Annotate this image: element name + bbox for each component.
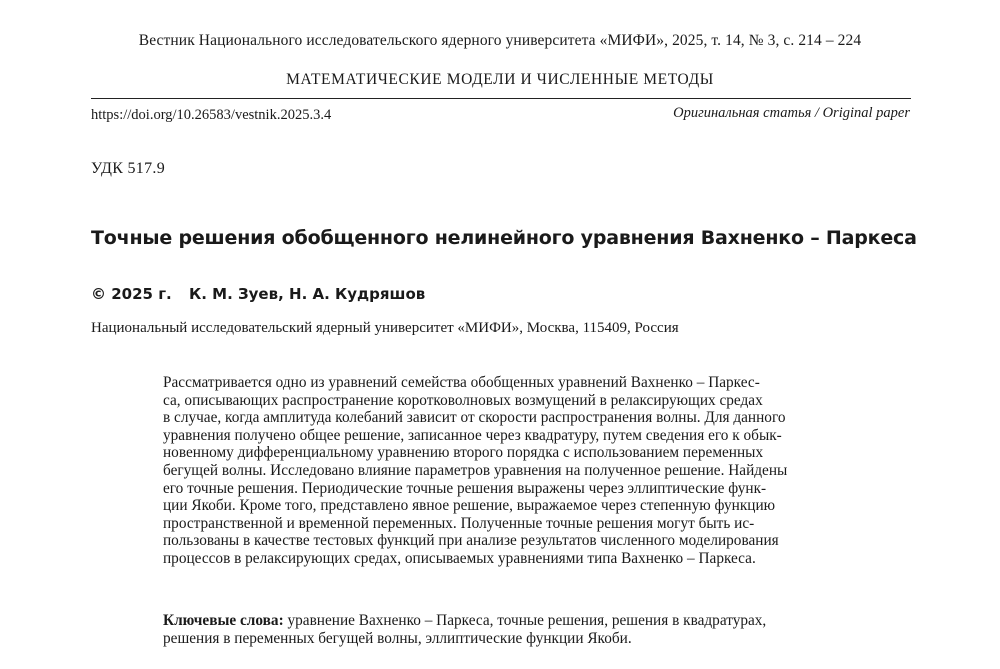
keywords-line-2: решения в переменных бегущей волны, эллиптические функции Якоби. xyxy=(163,629,632,647)
paper-type-label: Оригинальная статья / Original paper xyxy=(673,105,910,121)
copyright-year: © 2025 г. xyxy=(91,285,172,303)
keywords-block xyxy=(163,612,853,647)
affiliation: Национальный исследовательский ядерный университет «МИФИ», Москва, 115409, Россия xyxy=(91,320,679,336)
abstract-line: пространственной и временной переменных. Полученные точные решения могут быть ис- xyxy=(163,514,755,532)
keywords-line-1 xyxy=(163,612,853,630)
abstract-line: ции Якоби. Кроме того, представлено явное решение, выражаемое через степенную функцию xyxy=(163,497,776,515)
abstract-line: са, описывающих распространение коротковолновых возмущений в релаксирующих средах xyxy=(163,391,763,409)
abstract-line: новенному дифференциальному уравнению второго порядка с использованием переменных xyxy=(163,444,764,462)
abstract-line: процессов в релаксирующих средах, описываемых уравнениями типа Вахненко – Паркеса. xyxy=(163,549,756,567)
keywords-label: Ключевые слова: xyxy=(163,612,284,629)
abstract-line: Рассматривается одно из уравнений семейства обобщенных уравнений Вахненко – Паркес- xyxy=(163,374,760,391)
author-names: К. М. Зуев, Н. А. Кудряшов xyxy=(188,285,426,303)
abstract-line: пользованы в качестве тестовых функций при анализе результатов численного моделирования xyxy=(163,532,779,550)
authors-line xyxy=(91,285,425,303)
abstract-line: его точные решения. Периодические точные решения выражены через эллиптические функ- xyxy=(163,479,767,497)
article-title: Точные решения обобщенного нелинейного уравнения Вахненко – Паркеса xyxy=(91,227,917,249)
abstract-line: уравнения получено общее решение, записанное через квадратуру, путем сведения его к обык- xyxy=(163,426,782,444)
keywords-text-1: уравнение Вахненко – Паркеса, точные решения, решения в квадратурах, xyxy=(287,612,767,629)
udk-code: УДК 517.9 xyxy=(91,160,165,177)
journal-citation: Вестник Национального исследовательского ядерного университета «МИФИ», 2025, т. 14, № 3, с. 214 – 224 xyxy=(138,32,862,49)
abstract-line: бегущей волны. Исследовано влияние параметров уравнения на полученное решение. Найдены xyxy=(163,461,788,479)
journal-section: МАТЕМАТИЧЕСКИЕ МОДЕЛИ И ЧИСЛЕННЫЕ МЕТОДЫ xyxy=(286,71,714,88)
abstract-line: в случае, когда амплитуда колебаний зависит от скорости распространения волны. Для данного xyxy=(163,409,786,427)
abstract xyxy=(163,374,853,568)
header-divider xyxy=(91,98,911,99)
doi-link[interactable]: https://doi.org/10.26583/vestnik.2025.3.4 xyxy=(91,107,332,123)
